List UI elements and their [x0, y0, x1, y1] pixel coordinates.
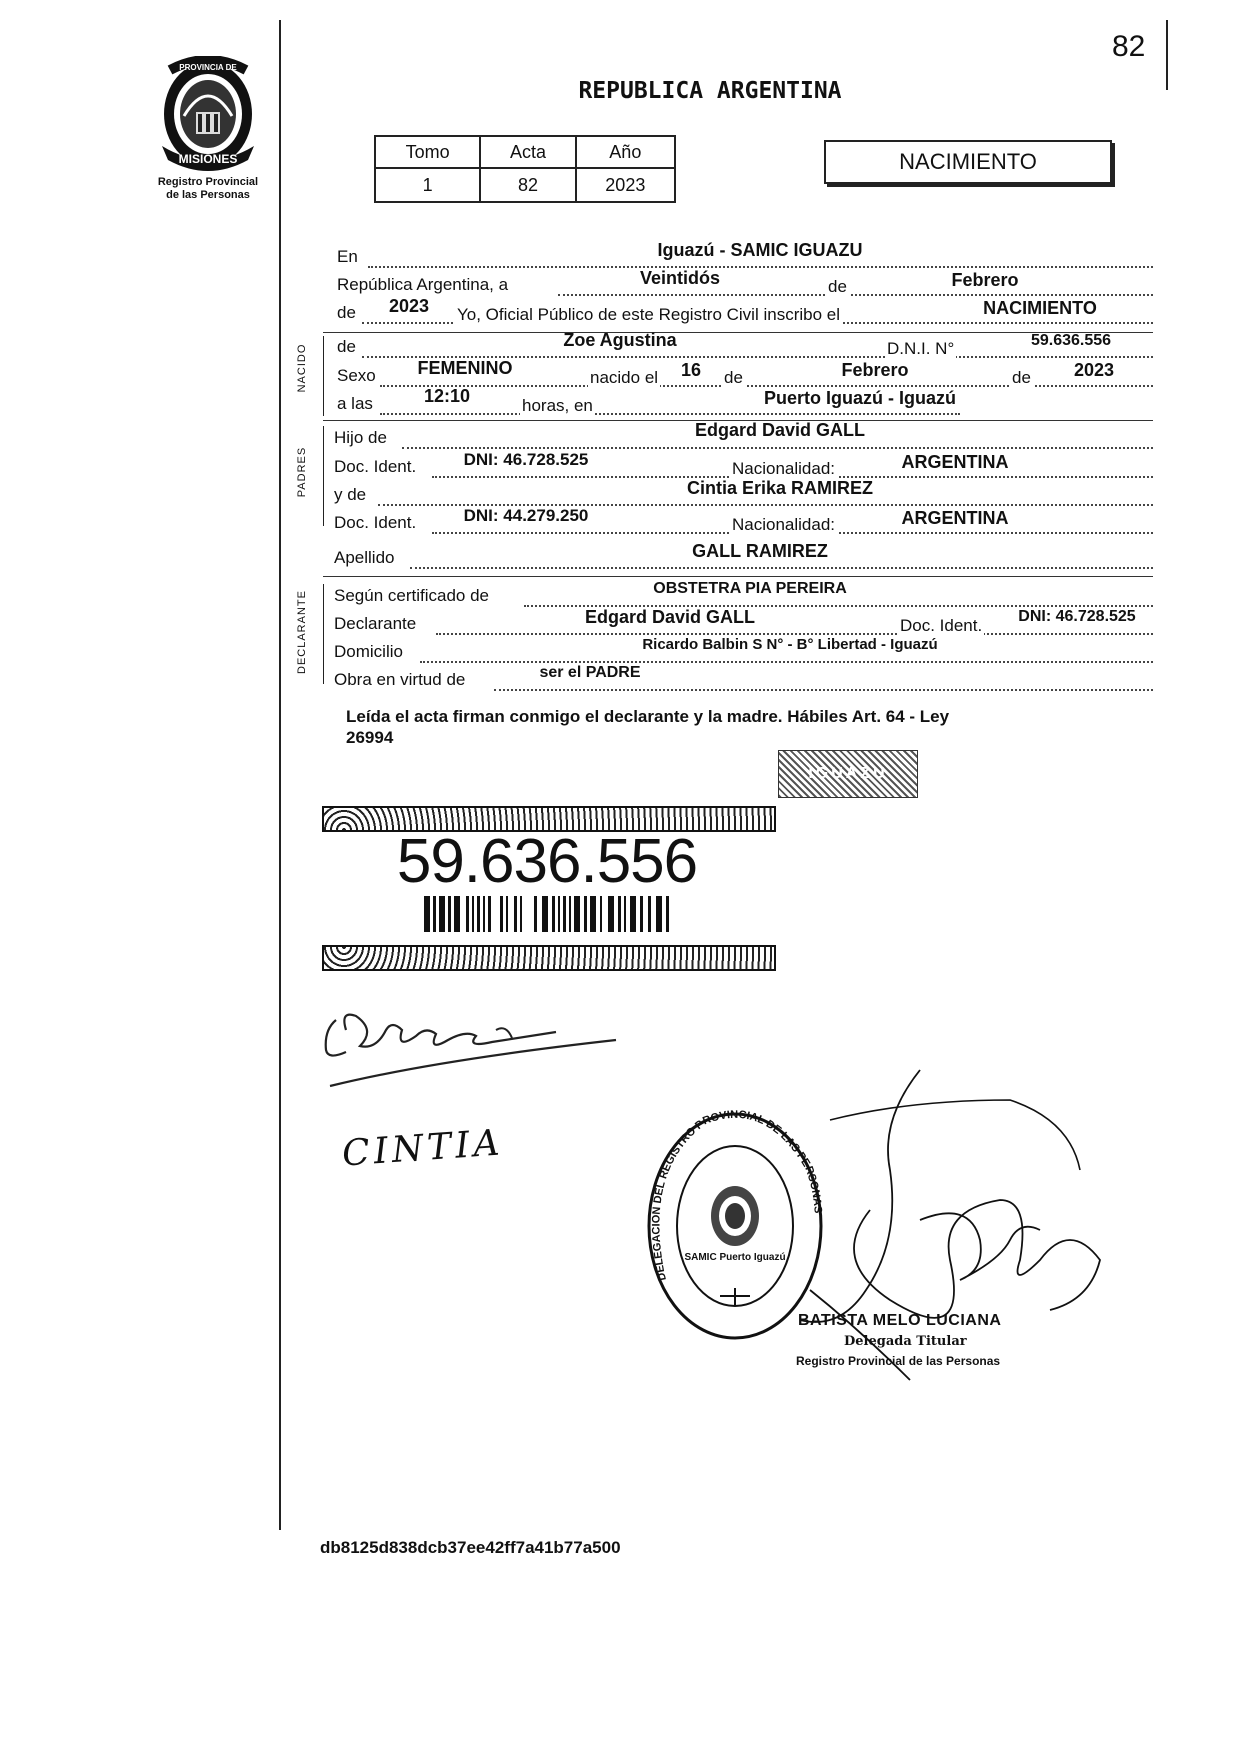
right-margin-line — [1166, 20, 1168, 90]
de2-label: de — [337, 303, 356, 322]
official-org: Registro Provincial de las Personas — [796, 1354, 1001, 1368]
dotted-line — [558, 294, 1153, 296]
document-title: REPUBLICA ARGENTINA — [578, 78, 842, 104]
father-doc-value: DNI: 46.728.525 — [463, 450, 589, 469]
doc-label: Doc. Ident. — [334, 513, 417, 532]
sexo-value: FEMENINO — [417, 358, 513, 378]
address-value: Ricardo Balbin S N° - B° Libertad - Iguazú — [642, 636, 938, 653]
hijo-label: Hijo de — [334, 428, 387, 447]
en-label: En — [337, 247, 358, 266]
dotted-line — [410, 567, 1153, 569]
inscribo-label: Yo, Oficial Público de este Registro Civil inscribo el — [454, 305, 843, 325]
section-bracket — [323, 584, 324, 684]
month-value: Febrero — [951, 270, 1019, 290]
father-signature — [316, 990, 636, 1100]
de-label: de — [1012, 368, 1031, 387]
section-bracket — [323, 426, 324, 526]
mother-doc-value: DNI: 44.279.250 — [463, 506, 589, 525]
table-header: Acta — [480, 136, 575, 168]
nacionalidad-label: Nacionalidad: — [732, 515, 836, 534]
nacionalidad-label: Nacionalidad: — [732, 459, 836, 478]
obra-label: Obra en virtud de — [334, 670, 466, 689]
dotted-line — [380, 385, 1153, 387]
birth-year-value: 2023 — [1073, 360, 1115, 380]
logo-caption-1: Registro Provincial — [157, 176, 259, 188]
dotted-line — [380, 413, 960, 415]
table-cell: 2023 — [576, 168, 675, 202]
mother-signature: CINTIA — [340, 1122, 505, 1175]
apellido-value: GALL RAMIREZ — [692, 541, 828, 561]
security-stamp-text: IGUAZU — [808, 765, 888, 782]
dotted-line — [420, 661, 1153, 663]
apellido-label: Apellido — [334, 548, 395, 567]
closing-line-1: Leída el acta firman conmigo el declarante y la madre. Hábiles Art. 64 - Ley — [346, 707, 950, 726]
time-value: 12:10 — [423, 386, 471, 406]
declarante-label: Declarante — [334, 614, 417, 633]
year-value: 2023 — [388, 296, 430, 316]
dotted-line — [436, 633, 1153, 635]
act-word-value: NACIMIENTO — [983, 298, 1097, 318]
table-cell: 1 — [375, 168, 480, 202]
seal-inner-text: SAMIC Puerto Iguazú — [684, 1252, 786, 1263]
nacido-section-label: NACIDO — [296, 343, 308, 393]
doc-label: Doc. Ident. — [900, 616, 983, 635]
table-header: Tomo — [375, 136, 480, 168]
horas-label: horas, en — [522, 396, 593, 415]
logo-arc-text: PROVINCIA DE — [179, 63, 237, 72]
act-type-box — [824, 140, 1112, 184]
capacity-value: ser el PADRE — [539, 664, 641, 681]
divider — [323, 576, 1153, 577]
child-name-value: Zoe Agustina — [563, 330, 677, 350]
document-hash: db8125d838dcb37ee42ff7a41b77a500 — [320, 1538, 621, 1557]
padres-section-label: PADRES — [296, 446, 308, 498]
declarante-section-label: DECLARANTE — [296, 590, 308, 674]
father-nationality-value: ARGENTINA — [901, 452, 1009, 472]
official-role: Delegada Titular — [844, 1334, 967, 1349]
section-bracket — [323, 336, 324, 416]
place-value: Iguazú - SAMIC IGUAZU — [657, 240, 863, 260]
republica-label: República Argentina, a — [337, 275, 509, 294]
barcode-icon — [424, 896, 670, 932]
de-label: de — [724, 368, 743, 387]
y-de-label: y de — [334, 485, 367, 504]
dotted-line — [494, 689, 1153, 691]
table-header: Año — [576, 136, 675, 168]
birth-place-value: Puerto Iguazú - Iguazú — [764, 388, 956, 408]
nacido-el-label: nacido el — [590, 368, 659, 387]
misiones-shield-icon — [148, 56, 268, 176]
page-number: 82 — [1112, 30, 1146, 63]
day-words-value: Veintidós — [639, 268, 720, 288]
mother-name-value: Cintia Erika RAMIREZ — [686, 478, 874, 498]
security-band-bottom — [322, 945, 776, 971]
security-stamp — [778, 750, 918, 798]
birth-month-value: Febrero — [841, 360, 909, 380]
act-type-label: NACIMIENTO — [899, 149, 1037, 174]
child-dni-value: 59.636.556 — [1030, 332, 1112, 349]
dotted-line — [368, 266, 1153, 268]
domicilio-label: Domicilio — [334, 642, 403, 661]
certificate-value: OBSTETRA PIA PEREIRA — [653, 580, 847, 597]
de-label: de — [828, 277, 847, 296]
logo-caption-2: de las Personas — [166, 189, 250, 201]
a-las-label: a las — [337, 394, 373, 413]
dni-number-large: 59.636.556 — [396, 827, 698, 896]
mother-nationality-value: ARGENTINA — [901, 508, 1009, 528]
dni-label: D.N.I. N° — [887, 339, 955, 358]
acta-table — [374, 135, 676, 203]
father-name-value: Edgard David GALL — [694, 420, 865, 440]
declarant-name-value: Edgard David GALL — [584, 607, 755, 627]
sexo-label: Sexo — [337, 366, 376, 385]
birth-day-value: 16 — [680, 360, 702, 380]
official-name: BATISTA MELO LUCIANA — [798, 1312, 1002, 1329]
doc-label: Doc. Ident. — [334, 457, 417, 476]
declarant-doc-value: DNI: 46.728.525 — [1018, 608, 1136, 625]
provincial-logo — [148, 56, 268, 176]
left-margin-line — [279, 20, 281, 1530]
de-label: de — [337, 337, 356, 356]
closing-line-2: 26994 — [346, 728, 394, 747]
seal-ring-text: DELEGACION DEL REGISTRO PROVINCIAL DE LAS PERSONAS — [650, 1110, 824, 1282]
logo-ribbon-text: MISIONES — [178, 152, 238, 166]
table-cell: 82 — [480, 168, 575, 202]
certificado-label: Según certificado de — [334, 586, 489, 605]
dotted-line — [402, 447, 1153, 449]
